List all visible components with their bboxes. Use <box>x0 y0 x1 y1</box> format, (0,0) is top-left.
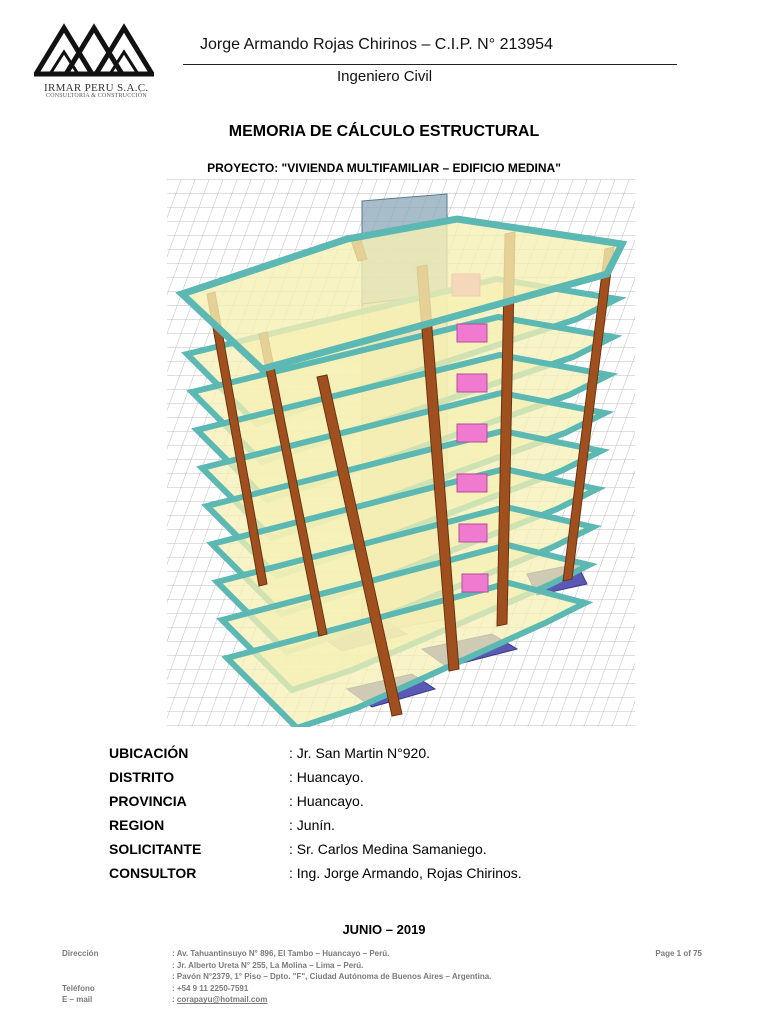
info-label: SOLICITANTE <box>109 841 202 857</box>
document-date: JUNIO – 2019 <box>342 922 426 937</box>
info-value: : Junín. <box>289 817 335 833</box>
company-tagline: CONSULTORÍA & CONSTRUCCIÓN <box>46 93 147 99</box>
phone-value: : +54 9 11 2250-7591 <box>172 983 249 993</box>
info-value: : Ing. Jorge Armando, Rojas Chirinos. <box>289 865 522 881</box>
email-link[interactable]: corapayu@hotmail.com <box>176 995 268 1005</box>
info-row-provincia <box>109 789 669 813</box>
structural-model-image <box>167 179 635 727</box>
page-number: Page 1 of 75 <box>655 949 702 959</box>
project-name: PROYECTO: "VIVIENDA MULTIFAMILIAR – EDIFICIO MEDINA" <box>207 161 561 175</box>
info-row-consultor <box>109 861 669 885</box>
address-line-3: : Pavón N°2379, 1° Piso – Dpto. "F", Ciudad Autónoma de Buenos Aires – Argentina. <box>172 972 492 982</box>
info-row-ubicacion <box>109 741 669 765</box>
engineer-name: Jorge Armando Rojas Chirinos – C.I.P. N° 213954 <box>200 36 553 53</box>
info-value: : Huancayo. <box>289 769 364 785</box>
address-line-2: : Jr. Alberto Ureta N° 255, La Molina – Lima – Perú. <box>172 960 364 970</box>
footer <box>62 948 702 1006</box>
engineer-role: Ingeniero Civil <box>337 68 433 85</box>
info-row-region <box>109 813 669 837</box>
address-line-1: : Av. Tahuantinsuyo N° 896, El Tambo – Huancayo – Perú. <box>172 949 390 959</box>
email-label: E – mail <box>62 995 93 1005</box>
phone-label: Teléfono <box>62 983 95 993</box>
info-label: UBICACIÓN <box>109 745 189 761</box>
info-row-solicitante <box>109 837 669 861</box>
info-label: REGION <box>109 817 165 833</box>
address-label: Dirección <box>62 949 99 959</box>
footer-row-address-2 <box>62 960 702 972</box>
info-value: : Jr. San Martin N°920. <box>289 745 430 761</box>
info-value: : Huancayo. <box>289 793 364 809</box>
info-label: CONSULTOR <box>109 865 197 881</box>
header-divider <box>183 64 677 65</box>
info-row-distrito <box>109 765 669 789</box>
document-title: MEMORIA DE CÁLCULO ESTRUCTURAL <box>228 123 540 140</box>
project-info-list <box>109 741 669 885</box>
footer-row-address-3 <box>62 971 702 983</box>
info-label: PROVINCIA <box>109 793 187 809</box>
company-name: IRMAR PERU S.A.C. <box>44 82 149 94</box>
footer-row-address <box>62 948 702 960</box>
email-prefix: : <box>172 995 177 1005</box>
footer-row-email <box>62 994 702 1006</box>
info-label: DISTRITO <box>109 769 175 785</box>
info-value: : Sr. Carlos Medina Samaniego. <box>289 841 487 857</box>
footer-row-phone <box>62 983 702 995</box>
